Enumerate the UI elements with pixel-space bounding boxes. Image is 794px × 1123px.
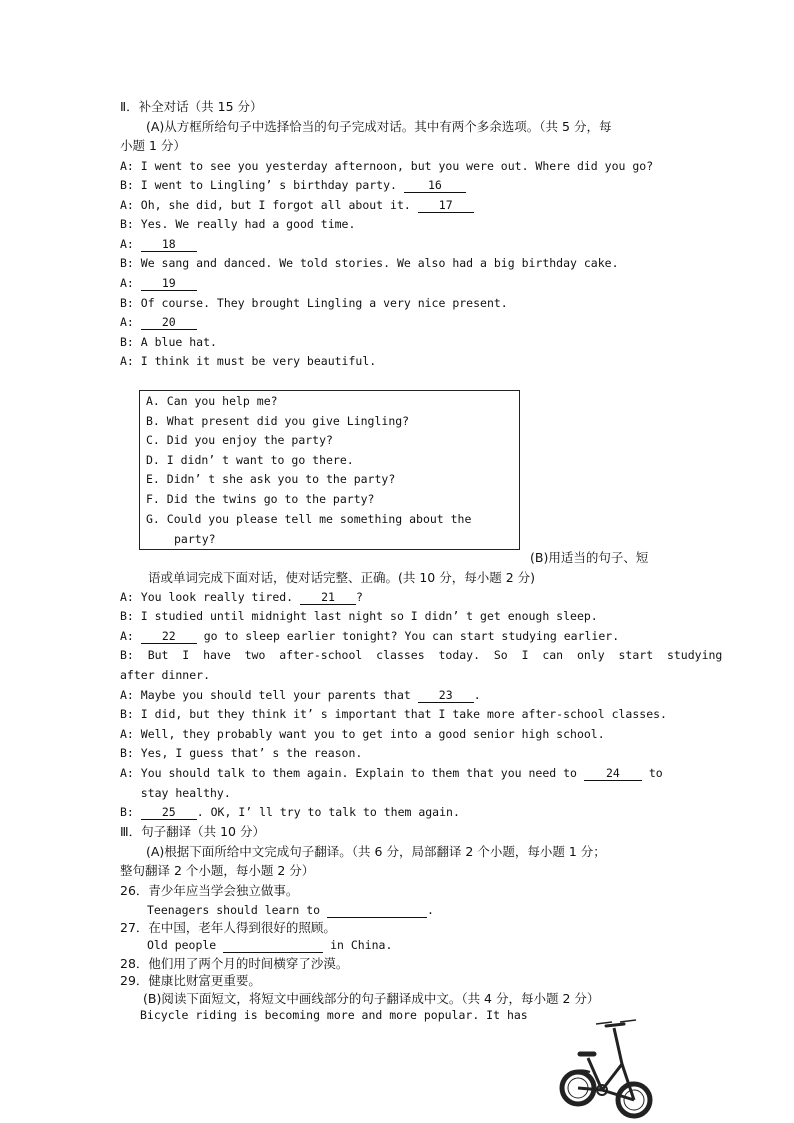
- answer-blank-19[interactable]: 19: [141, 276, 197, 291]
- answer-blank-21[interactable]: 21: [300, 590, 356, 605]
- dialog-line: B: I went to Lingling’ s birthday party. 16: [120, 176, 466, 196]
- option-b: B. What present did you give Lingling?: [146, 414, 410, 428]
- option-g-cont: party?: [174, 532, 216, 546]
- answer-blank-16[interactable]: 16: [404, 178, 466, 193]
- question-26: 26．青少年应当学会独立做事。: [120, 883, 299, 898]
- answer-blank-20[interactable]: 20: [141, 315, 197, 330]
- dialog-line: A: I think it must be very beautiful.: [120, 354, 377, 368]
- option-g: G. Could you please tell me something about the: [146, 512, 472, 526]
- question-28: 28．他们用了两个月的时间横穿了沙漠。: [120, 956, 349, 971]
- dialog-line: B: A blue hat.: [120, 335, 217, 349]
- answer-blank-25[interactable]: 25: [141, 805, 197, 820]
- dialog-line: B: I studied until midnight last night so I didn’ t get enough sleep.: [120, 609, 598, 623]
- question-27: 27．在中国，老年人得到很好的照顾。: [120, 920, 336, 935]
- dialog-line: A: Oh, she did, but I forgot all about it. 17: [120, 196, 474, 216]
- dialog-line: B: But I have two after-school classes today. So I can only start studying: [120, 648, 723, 662]
- option-f: F. Did the twins go to the party?: [146, 492, 375, 506]
- section-3a-instruction-cont: 整句翻译 2 个小题，每小题 2 分）: [120, 863, 315, 878]
- option-d: D. I didn’ t want to go there.: [146, 453, 354, 467]
- dialog-line: B: We sang and danced. We told stories. We also had a big birthday cake.: [120, 256, 619, 270]
- question-27-english: Old people in China.: [147, 938, 393, 952]
- passage-text: Bicycle riding is becoming more and more popular. It has: [140, 1008, 528, 1022]
- dialog-line: A: 22 go to sleep earlier tonight? You can start studying earlier.: [120, 629, 620, 643]
- section-2-title: Ⅱ．补全对话（共 15 分）: [120, 99, 263, 114]
- dialog-line: A: I went to see you yesterday afternoon, but you were out. Where did you go?: [120, 159, 654, 173]
- section-3-title: Ⅲ．句子翻译（共 10 分）: [120, 824, 265, 839]
- answer-blank-17[interactable]: 17: [418, 198, 474, 213]
- option-e: E. Didn’ t she ask you to the party?: [146, 472, 396, 486]
- dialog-line: stay healthy.: [120, 786, 231, 800]
- dialog-line: B: I did, but they think it’ s important that I take more after-school classes.: [120, 707, 667, 721]
- dialog-line: after dinner.: [120, 668, 211, 682]
- dialog-line: A: Well, they probably want you to get into a good senior high school.: [120, 727, 605, 741]
- section-2a-instruction: (A)从方框所给句子中选择恰当的句子完成对话。其中有两个多余选项。（共 5 分，每: [146, 119, 612, 134]
- folding-bicycle-illustration: [556, 1014, 656, 1122]
- question-26-english: Teenagers should learn to .: [147, 903, 434, 917]
- option-a: A. Can you help me?: [146, 394, 278, 408]
- dialog-line: A: 20: [120, 313, 197, 333]
- dialog-line: B: Yes, I guess that’ s the reason.: [120, 746, 363, 760]
- dialog-line: A: You should talk to them again. Explain to them that you need to 24 to: [120, 766, 663, 780]
- question-29: 29．健康比财富更重要。: [120, 973, 261, 988]
- dialog-line: B: Of course. They brought Lingling a very nice present.: [120, 296, 508, 310]
- answer-blank-18[interactable]: 18: [141, 237, 197, 252]
- dialog-line: A: 19: [120, 274, 197, 294]
- dialog-line: A: Maybe you should tell your parents that 23 .: [120, 688, 481, 702]
- dialog-line: B: 25 . OK, I’ ll try to talk to them again.: [120, 805, 460, 819]
- section-3a-instruction: (A)根据下面所给中文完成句子翻译。（共 6 分，局部翻译 2 个小题，每小题 1 分；: [146, 844, 606, 859]
- answer-blank-27[interactable]: [223, 938, 323, 953]
- dialog-line: A: 18: [120, 235, 197, 255]
- answer-blank-22[interactable]: 22: [141, 629, 197, 644]
- option-c: C. Did you enjoy the party?: [146, 433, 333, 447]
- section-3b-instruction: (B)阅读下面短文，将短文中画线部分的句子翻译成中文。（共 4 分，每小题 2 分）: [143, 991, 600, 1006]
- answer-blank-26[interactable]: [327, 903, 427, 918]
- answer-blank-23[interactable]: 23: [418, 688, 474, 703]
- section-2b-instruction: (B)用适当的句子、短: [530, 550, 649, 565]
- answer-blank-24[interactable]: 24: [584, 766, 642, 781]
- section-2a-instruction-cont: 小题 1 分）: [120, 138, 186, 153]
- dialog-line: B: Yes. We really had a good time.: [120, 217, 356, 231]
- section-2b-instruction-cont: 语或单词完成下面对话，使对话完整、正确。(共 10 分，每小题 2 分): [148, 570, 536, 585]
- dialog-line: A: You look really tired. 21 ?: [120, 590, 363, 604]
